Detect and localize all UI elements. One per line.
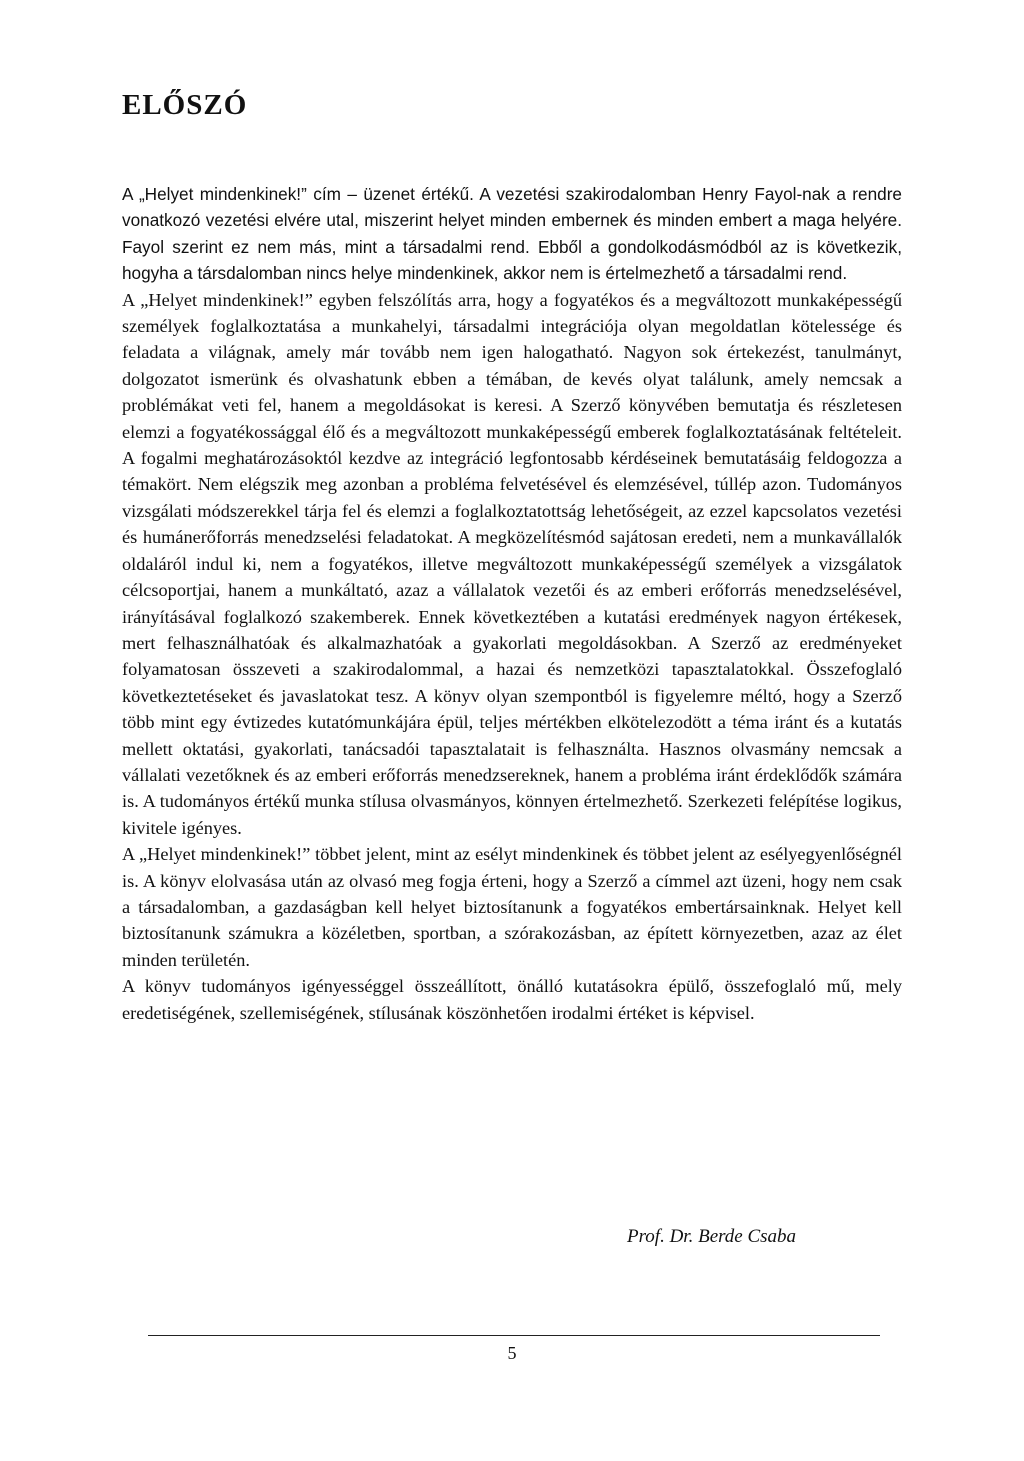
paragraph-1: A „Helyet mindenkinek!” cím – üzenet értékű. A vezetési szakirodalomban Henry Fayol-nak a rendre vonatkozó vezetési elvére utal, miszerint helyet minden embernek és minden embert a maga helyére. Fayol szerint ez nem más, mint a társadalmi rend. Ebből a gondolkodásmódból az is következik, hogyha a társdalomban nincs helye mindenkinek, akkor nem is értelmezhető a társadalmi rend. bbox=[122, 184, 902, 284]
paragraph-3: A „Helyet mindenkinek!” többet jelent, mint az esélyt mindenkinek és többet jelent az esélyegyenlőségnél is. A könyv elolvasása után az olvasó meg fogja érteni, hogy a Szerző a címmel azt üzeni, hogy nem csak a társadalomban, a gazdaságban kell helyet biztosítanunk a fogyatékos embertársainknak. Helyet kell biztosítanunk számukra a közéletben, sportban, a szórakozásban, az épített környezetben, azaz az élet minden területén. bbox=[122, 844, 902, 970]
paragraph-2: A „Helyet mindenkinek!” egyben felszólítás arra, hogy a fogyatékos és a megváltozott munkaképességű személyek foglalkoztatása a munkahelyi, társadalmi integrációja olyan megoldatlan kötelessége és feladata a világnak, amely már tovább nem igen halogatható. Nagyon sok értekezést, tanulmányt, dolgozatot ismerünk és olvashatunk ebben a témában, de kevés olyat találunk, amely nemcsak a problémákat veti fel, hanem a megoldásokat is keresi. A Szerző könyvében bemutatja és részletesen elemzi a fogyatékossággal élő és a megváltozott munkaképességű emberek foglalkoztatásának feltételeit. A fogalmi meghatározásoktól kezdve az integráció legfontosabb kérdéseinek bemutatásáig feldogozza a témakört. Nem elégszik meg azonban a probléma felvetésével és elemzésével, túllép azon. Tudományos vizsgálati módszerekkel tárja fel és elemzi a foglalkoztatottság lehetőségeit, az ezzel kapcsolatos vezetési és humánerőforrás menedzselési feladatokat. A megközelítésmód sajátosan eredeti, nem a munkavállalók oldaláról indul ki, nem a fogyatékos, illetve megváltozott munkaképességű személyek a vizsgálatok célcsoportjai, hanem a munkáltató, azaz a vállalatok vezetői és az emberi erőforrás menedzselésével, irányításával foglalkozó szakemberek. Ennek következtében a kutatási eredmények nagyon értékesek, mert felhasználhatóak és alkalmazhatóak a gyakorlati megoldásokban. A Szerző az eredményeket folyamatosan összeveti a szakirodalommal, a hazai és nemzetközi tapasztalatokkal. Összefoglaló következtetéseket és javaslatokat tesz. A könyv olyan szempontból is figyelemre méltó, hogy a Szerző több mint egy évtizedes kutatómunkájára épül, teljes mértékben elkötelezodött a téma iránt és a kutatás mellett oktatási, gyakorlati, tanácsadói tapasztalatait is felhasználta. Hasznos olvasmány nemcsak a vállalati vezetőknek és az emberi erőforrás menedzsereknek, hanem a probléma iránt érdeklődők számára is. A tudományos értékű munka stílusa olvasmányos, könnyen értelmezhető. Szerkezeti felépítése logikus, kivitele igényes. bbox=[122, 289, 902, 838]
paragraph-4: A könyv tudományos igényességgel összeállított, önálló kutatásokra épülő, összefoglaló mű, mely eredetiségének, szellemiségének, stílusának köszönhetően irodalmi értéket is képvisel. bbox=[122, 976, 902, 1023]
page-title: ELŐSZÓ bbox=[122, 89, 248, 121]
author-signature: Prof. Dr. Berde Csaba bbox=[627, 1226, 797, 1247]
footer-divider bbox=[148, 1335, 880, 1336]
preface-text bbox=[122, 181, 902, 1026]
page-number: 5 bbox=[507, 1343, 517, 1363]
